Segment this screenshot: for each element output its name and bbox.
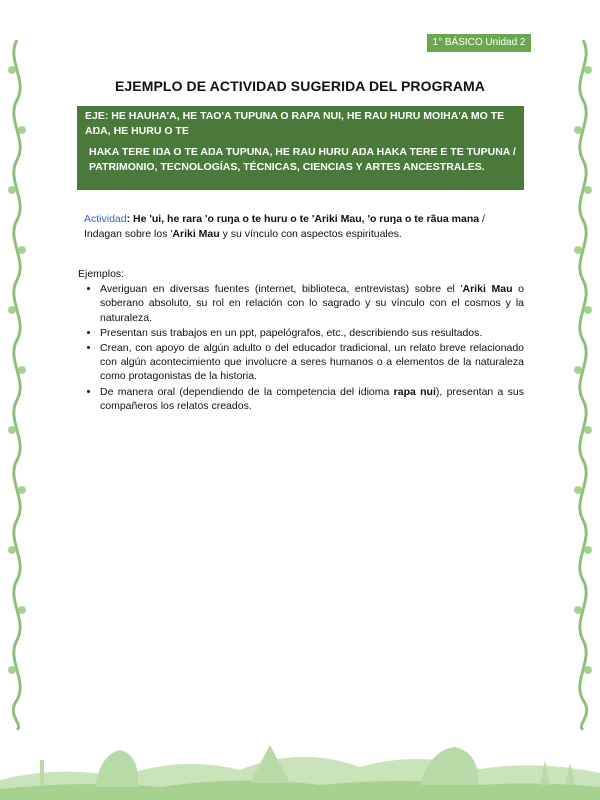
grade-unit-badge: 1° BÁSICO Unidad 2 [427,34,531,52]
footer-landscape-illustration [0,725,600,800]
example-4-post: ), presentan a sus compañeros los relatos creados. [100,385,525,412]
example-1-bold: Ariki Mau [462,283,513,296]
example-4-bold: rapa nui [393,385,436,398]
activity-rest: y su vínculo con aspectos espirituales. [219,228,402,240]
activity-separator: / Indagan sobre los ' [84,213,485,240]
examples-heading: Ejemplos: [78,268,125,280]
example-1-post: o soberano absoluto, su rol en relación con lo sagrado y su vínculo con el cosmos y la naturaleza. [100,283,524,324]
activity-paragraph [84,212,524,242]
example-item-4 [100,385,524,413]
examples-list [78,282,524,413]
activity-label: Actividad [84,213,127,225]
example-item-2: • Presentan sus trabajos en un ppt, papelógrafos, etc., describiendo sus resultados. [100,326,524,340]
eje-line-1: EJE: HE HAUHA'A, HE TAO'A TUPUNA O RAPA NUI, HE RAU HURU MOIHA'A MO TE AŊA, HE HURU O TE [85,110,505,137]
example-item-3: • Crean, con apoyo de algún adulto o del educador tradicional, un relato breve relacionado con algún acontecimiento que involucre a seres humanos o a elementos de la naturaleza como protagonistas de la historia. [100,341,524,384]
example-4-pre: De manera oral (dependiendo de la competencia del idioma [100,385,394,398]
page-title: EJEMPLO DE ACTIVIDAD SUGERIDA DEL PROGRAMA [114,78,486,94]
activity-term: Ariki Mau [172,228,220,240]
decorative-border-right [570,40,596,730]
eje-line-2: HAKA TERE IŊA O TE AŊA TUPUNA, HE RAU HURU AŊA HAKA TERE E TE TUPUNA / PATRIMONIO, TECNOLOGÍAS, TÉCNICAS, CIENCIAS Y ARTES ANCESTRALES. [89,146,516,173]
decorative-border-left [4,40,30,730]
example-item-1 [100,282,524,325]
activity-title-rapanui: He 'ui, he rara 'o ruŋa o te huru o te 'Ariki Mau, 'o ruŋa o te rãua mana [133,213,480,225]
activity-colon: : [126,213,134,225]
examples-section [78,267,524,414]
example-1-pre: Averiguan en diversas fuentes (internet, biblioteca, entrevistas) sobre el ' [100,283,463,296]
eje-box [77,106,524,190]
